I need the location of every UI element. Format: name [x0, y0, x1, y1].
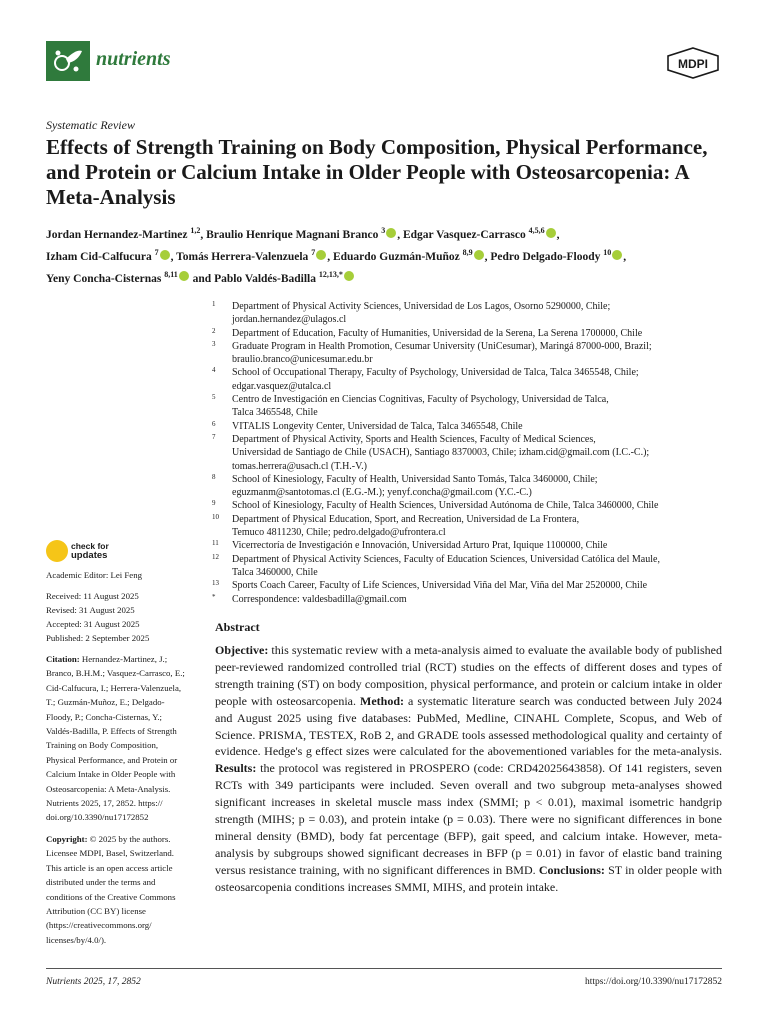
author-separator: ,	[397, 228, 403, 241]
affiliation-line: Correspondence: valdesbadilla@gmail.com	[232, 593, 407, 605]
author-name: Izham Cid-Calfucura	[46, 250, 155, 263]
affiliation-item	[212, 553, 722, 580]
author-separator: ,	[170, 250, 177, 263]
affiliation-item	[212, 366, 722, 393]
conclusions-text: ST in older people with osteosarcopenia conditions increases SMMI, MIHS, and protein intake.	[215, 862, 722, 894]
author-separator: ,	[556, 228, 560, 241]
affiliation-line: Graduate Program in Health Promotion, Cesumar University (UniCesumar), Maringá 87000-000, Brazil;	[232, 340, 652, 352]
citation-line: Osteosarcopenia: A Meta-Analysis.	[46, 783, 171, 794]
affiliation-line: School of Kinesiology, Faculty of Health, Universidad Santo Tomás, Talca 3460000, Chile;	[232, 473, 598, 485]
affiliation-line: Vicerrectoría de Investigación e Innovación, Universidad Arturo Prat, Iquique 1100000, Chile	[232, 540, 608, 552]
citation-line: Calcium Intake in Older People with	[46, 769, 176, 780]
affiliation-item	[212, 340, 722, 367]
author-separator: and	[189, 272, 215, 285]
author-separator: ,	[327, 250, 333, 263]
abstract-text	[215, 642, 722, 896]
affiliation-line: Department of Physical Activity Sciences, Universidad de Los Lagos, Osorno 5290000, Chile;	[232, 301, 611, 312]
affiliation-line: edgar.vasquez@utalca.cl	[232, 380, 332, 392]
citation-label: Citation:	[46, 654, 82, 664]
affiliation-number: 11	[212, 539, 219, 548]
accepted-date: Accepted: 31 August 2025	[46, 619, 140, 629]
check-for-updates-badge[interactable]	[46, 540, 126, 562]
author-separator: ,	[623, 250, 627, 263]
affiliation-line: VITALIS Longevity Center, Universidad de Talca, Talca 3465548, Chile	[232, 420, 523, 432]
copyright-line: Attribution (CC BY) license	[46, 906, 146, 917]
affiliation-item	[212, 579, 722, 592]
publisher-name: MDPI	[678, 57, 708, 71]
check-updates-icon	[46, 540, 68, 562]
author-affiliation-marker: 8,9	[462, 247, 473, 257]
citation-line: Nutrients 2025, 17, 2852. https://	[46, 798, 163, 809]
author-affiliation-marker: 3	[381, 226, 386, 235]
copyright-line: Copyright: © 2025 by the authors.	[46, 834, 171, 844]
affiliation-number: 1	[212, 300, 216, 308]
affiliation-line: Universidad de Santiago de Chile (USACH), Santiago 8370003, Chile; izham.cid@gmail.com (I.C.-C.);	[232, 447, 650, 459]
citation-line: Floody, P.; Concha-Cisternas, Y.;	[46, 711, 162, 722]
affiliation-number: 8	[212, 472, 216, 481]
author-affiliation-marker: 7	[311, 247, 316, 257]
method-label: Method:	[360, 693, 404, 708]
orcid-icon[interactable]	[474, 250, 484, 260]
affiliation-line: jordan.hernandez@ulagos.cl	[232, 314, 347, 326]
affiliation-number: 9	[212, 499, 216, 508]
affiliation-number: *	[212, 592, 216, 601]
affiliation-line: Department of Physical Activity Sciences, Faculty of Education Sciences, Universidad Católica del Maule,	[232, 553, 660, 565]
affiliation-line: Temuco 4811230, Chile; pedro.delgado@ufrontera.cl	[232, 527, 446, 539]
objective-text: this systematic review with a meta-analysis aimed to evaluate the available body of published peer-reviewed randomized controlled trial (RCT) studies on the effects of different doses and types of strength training (ST) on body composition, physical performance, and protein or calcium intake in older people with osteosarcopenia.	[215, 643, 722, 708]
journal-name: nutrients	[96, 48, 171, 70]
copyright-line: licenses/by/4.0/).	[46, 934, 107, 945]
affiliation-line: Department of Physical Education, Sport, and Recreation, Universidad de La Frontera,	[232, 513, 580, 525]
affiliations	[212, 300, 722, 606]
academic-editor: Academic Editor: Lei Feng	[46, 570, 143, 580]
abstract-heading: Abstract	[215, 620, 260, 634]
affiliation-number: 13	[212, 579, 219, 588]
objective-label: Objective:	[215, 643, 269, 657]
copyright-line: This article is an open access article	[46, 862, 173, 873]
copyright-label: Copyright:	[46, 834, 90, 844]
mdpi-logo	[666, 47, 720, 79]
affiliation-item	[212, 593, 722, 606]
copyright-line: conditions of the Creative Commons	[46, 891, 176, 902]
check-updates-line2: updates	[71, 550, 108, 561]
copyright-line: Licensee MDPI, Basel, Switzerland.	[46, 848, 175, 859]
affiliation-number: 10	[212, 512, 219, 521]
affiliation-number: 5	[212, 393, 216, 402]
affiliation-line: Sports Coach Career, Faculty of Life Sciences, Universidad Viña del Mar, Viña del Mar 2520000, Chile	[232, 580, 648, 592]
article-title: Effects of Strength Training on Body Composition, Physical Performance, and Protein or Calcium Intake in Older People with Osteosarcopenia: A Meta-Analysis	[46, 135, 708, 209]
author-affiliation-marker: 4,5,6	[528, 226, 545, 235]
author-name: Pablo Valdés-Badilla	[214, 272, 319, 285]
author-separator: ,	[484, 250, 491, 263]
affiliation-item	[212, 513, 722, 540]
author-affiliation-marker: 8,11	[164, 269, 178, 279]
affiliation-line: School of Kinesiology, Faculty of Health Sciences, Universidad Autónoma de Chile, Talca 3460000, Chile	[232, 500, 659, 512]
citation-line: Cid-Calfucura, I.; Herrera-Valenzuela,	[46, 682, 182, 693]
revised-date: Revised: 31 August 2025	[46, 605, 135, 615]
author-name: Yeny Concha-Cisternas	[46, 272, 165, 285]
affiliation-line: Department of Education, Faculty of Humanities, Universidad de la Serena, La Serena 1700000, Chile	[232, 327, 643, 339]
affiliation-line: School of Occupational Therapy, Faculty of Psychology, Universidad de Talca, Talca 3465548, Chile;	[232, 367, 639, 379]
affiliation-line: Centro de Investigación en Ciencias Cognitivas, Faculty of Psychology, Universidad de Talca,	[232, 394, 609, 406]
conclusions-label: Conclusions:	[538, 862, 605, 877]
citation-line: Training on Body Composition,	[46, 740, 159, 751]
affiliation-item	[212, 539, 722, 552]
author-separator: ,	[200, 228, 207, 241]
affiliation-line: tomas.herrera@usach.cl (T.H.-V.)	[232, 460, 367, 472]
copyright-block	[46, 832, 206, 947]
affiliation-item	[212, 327, 722, 340]
affiliation-item	[212, 420, 722, 433]
citation-line: Citation: Hernandez-Martinez, J.;	[46, 654, 168, 664]
footer-citation: Nutrients 2025, 17, 2852	[46, 977, 141, 987]
affiliation-number: 6	[212, 419, 216, 428]
citation-line: Valdés-Badilla, P. Effects of Strength	[46, 726, 177, 737]
affiliation-line: Department of Physical Activity, Sports and Health Sciences, Faculty of Medical Sciences,	[232, 433, 596, 445]
author-name: Pedro Delgado-Floody	[490, 250, 604, 263]
citation-line: doi.org/10.3390/nu17172852	[46, 812, 149, 823]
affiliation-number: 4	[212, 366, 216, 375]
published-date: Published: 2 September 2025	[46, 633, 150, 643]
footer-rule	[46, 968, 722, 969]
citation-line: Physical Performance, and Protein or	[46, 754, 178, 765]
author-name: Eduardo Guzmán-Muñoz	[332, 250, 463, 263]
affiliation-item	[212, 433, 722, 473]
orcid-icon[interactable]	[546, 228, 556, 238]
affiliation-item	[212, 473, 722, 500]
affiliation-line: eguzmanm@santotomas.cl (E.G.-M.); yenyf.concha@gmail.com (Y.C.-C.)	[232, 487, 532, 499]
affiliation-number: 2	[212, 326, 216, 335]
orcid-icon[interactable]	[344, 271, 354, 281]
author-list	[46, 222, 736, 287]
copyright-line: distributed under the terms and	[46, 877, 156, 888]
author-affiliation-marker: 10	[603, 247, 612, 257]
author-affiliation-marker: 12,13,*	[318, 269, 343, 279]
author-name: Braulio Henrique Magnani Branco	[206, 228, 382, 241]
affiliation-item	[212, 393, 722, 420]
author-affiliation-marker: 7	[154, 247, 159, 257]
affiliation-line: braulio.branco@unicesumar.edu.br	[232, 354, 373, 366]
author-name: Tomás Herrera-Valenzuela	[176, 250, 312, 263]
received-date: Received: 11 August 2025	[46, 591, 139, 601]
orcid-icon[interactable]	[612, 250, 622, 260]
affiliation-number: 12	[212, 552, 219, 561]
citation-line: Branco, B.H.M.; Vasquez-Carrasco, E.;	[46, 668, 185, 679]
affiliation-number: 7	[212, 432, 216, 441]
results-label: Results:	[215, 761, 257, 776]
affiliation-item	[212, 499, 722, 512]
citation-block	[46, 652, 206, 825]
orcid-icon[interactable]	[179, 271, 189, 281]
affiliation-line: Talca 3460000, Chile	[232, 566, 318, 578]
affiliation-line: Talca 3465548, Chile	[232, 407, 318, 419]
check-updates-line1: check for	[71, 541, 109, 551]
orcid-icon[interactable]	[316, 250, 326, 260]
method-text: a systematic literature search was conducted between July 2024 and August 2025 using five databases: PubMed, Medline, CINAHL Complete, Scopus, and Web of Science. PRISMA, TESTEX, RoB 2, and GRADE tools assessed methodological quality and certainty of evidence. Hedge's g effect sizes were calculated for the abovementioned variables for the meta-analysis.	[215, 693, 722, 759]
author-name: Edgar Vasquez-Carrasco	[402, 228, 529, 241]
orcid-icon[interactable]	[386, 228, 396, 238]
copyright-line: (https://creativecommons.org/	[46, 920, 152, 931]
affiliation-item	[212, 300, 722, 327]
article-type: Systematic Review	[46, 118, 135, 132]
author-name: Jordan Hernandez-Martinez	[46, 228, 191, 241]
journal-logo	[46, 41, 90, 81]
footer-doi[interactable]: https://doi.org/10.3390/nu17172852	[584, 977, 722, 987]
author-affiliation-marker: 1,2	[190, 226, 201, 235]
citation-line: T.; Guzmán-Muñoz, E.; Delgado-	[46, 697, 165, 708]
affiliation-number: 3	[212, 339, 216, 348]
results-text: the protocol was registered in PROSPERO (code: CRD42025643858). Of 141 registers, seven RCTs with 349 participants were included. Seven overall and two subgroup meta-analyses showed significant increases in skeletal muscle mass index (SMMI; p < 0.01), maximal isometric handgrip strength (MIHS; p = 0.03), and protein intake (p = 0.03). There were no significant differences in bone mineral density (BMD), body fat percentage (BFP), gait speed, and calcium intake. However, meta-analysis by subgroups showed significant decreases in BFP (p = 0.01) in favor of elastic band training versus resistance training, with no significant differences in BMD.	[215, 761, 722, 877]
orcid-icon[interactable]	[160, 250, 170, 260]
